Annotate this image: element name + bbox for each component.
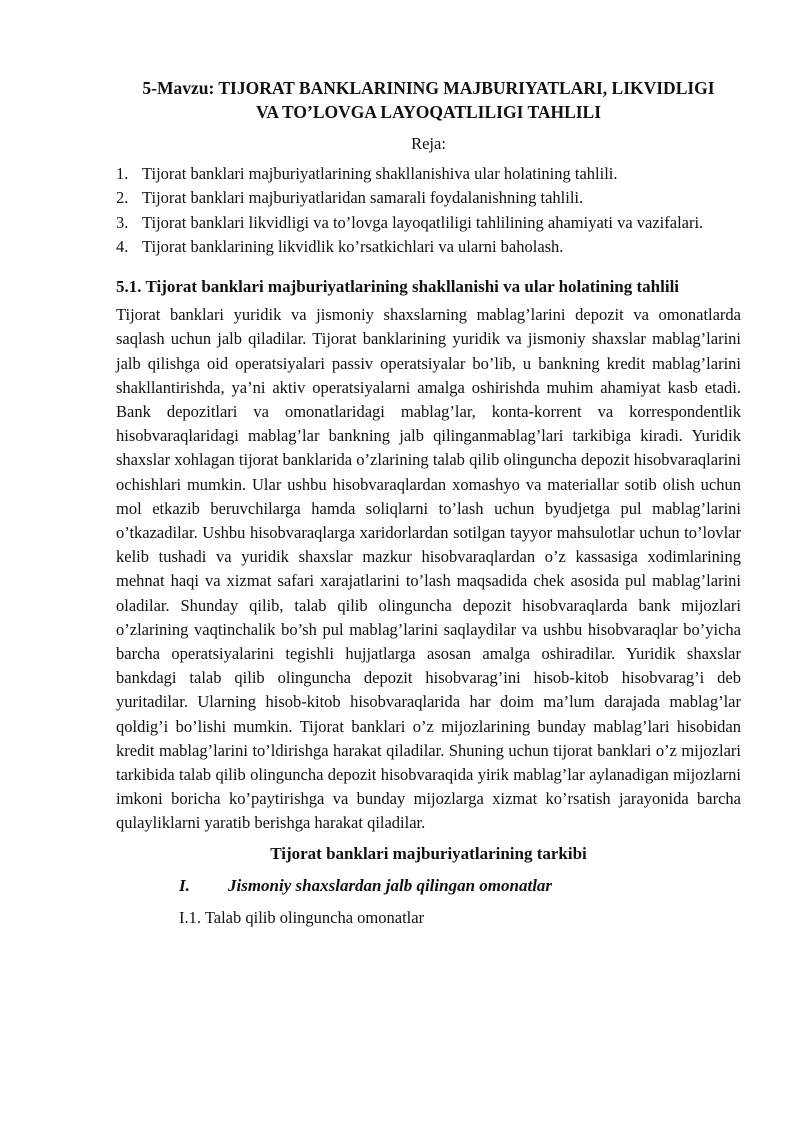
plan-item-text: Tijorat banklarining likvidlik ko’rsatkichlari va ularni baholash. (142, 236, 564, 256)
table-heading: Tijorat banklari majburiyatlarining tarkibi (270, 843, 587, 863)
part-heading (116, 874, 741, 898)
sub-item: I.1. Talab qilib olinguncha omonatlar (179, 908, 425, 928)
plan-item (116, 162, 741, 186)
body-paragraph: Tijorat banklari yuridik va jismoniy shaxslarning mablag’larini depozit va omonatlarda saqlash uchun jalb qiladilar. Tijorat banklarining yuridik va jismoniy shaxslar mablag’larini jalb qilishga oid operatsiyalari passiv operatsiyalar bo’lib, u bankning kredit mablag’larini shakllantirishda, ya’ni aktiv operatsiyalarni amalga oshirishda muhim ahamiyat kasb etadi. Bank depozitlari va omonatlaridagi mablag’lar, konta-korrent va korrespondentlik hisobvaraqlaridagi mablag’lar bankning jalb qilinganmablag’lari tarkibiga kiradi. Yuridik shaxslar xohlagan tijorat banklarida o’zlarining talab qilib olinguncha depozit hisobvaraqlarini ochishlari mumkin. Ular ushbu hisobvaraqlardan xomashyo va materiallar sotib olish uchun mol etkazib beruvchilarga hamda soliqlarni to’lash uchun byudjetga pul mablag’larini o’tkazadilar. Ushbu hisobvaraqlarga xaridorlardan sotilgan tayyor mahsulotlar uchun to’lovlar kelib tushadi va yuridik shaxslar mazkur hisobvaraqlardan o’z kassasiga xodimlarining mehnat haqi va xizmat safari xarajatlarini to’lash maqsadida chek asosida pul mablag’larini oladilar. Shunday qilib, talab qilib olinguncha depozit hisobvaraqlarda bank mijozlari o’zlarining vaqtinchalik bo’sh pul mablag’larini saqlaydilar va ushbu hisobvaraqlar bo’yicha barcha operatsiyalarini tegishli hujjatlarga asosan amalga oshiradilar. Yuridik shaxslar bankdagi talab qilib olinguncha depozit hisobvarag’ini hisob-kitob hisobvarag’i deb yuritadilar. Ularning hisob-kitob hisobvaraqlarida har doim ma’lum darajada mablag’lar qoldig’i bo’lishi mumkin. Tijorat banklari o’z mijozlarining bunday mablag’lari hisobidan kredit mablag’larini to’ldirishga harakat qiladilar. Shuning uchun tijorat banklari o’z mijozlari tarkibida talab qilib olinguncha depozit hisobvaraqida yirik mablag’lar aylanadigan mijozlarni imkoni boricha ko’paytirishga va bunday mijozlarga xizmat ko’rsatish jarayonida barcha qulayliklarni yaratib berishga harakat qiladilar. (116, 305, 741, 833)
plan-item-number: 3. (116, 212, 129, 232)
part-title: Jismoniy shaxslardan jalb qilingan omonatlar (228, 875, 553, 895)
title-line-1: 5-Mavzu: TIJORAT BANKLARINING MAJBURIYATLARI, LIKVIDLIGI (142, 78, 715, 98)
plan-item-number: 2. (116, 188, 129, 208)
plan-item (116, 211, 741, 235)
plan-list (116, 162, 741, 259)
plan-item-number: 4. (116, 236, 129, 256)
plan-item-text: Tijorat banklari majburiyatlarining shakllanishiva ular holatining tahlili. (142, 164, 618, 184)
plan-item-text: Tijorat banklari majburiyatlaridan samarali foydalanishning tahlili. (142, 188, 584, 208)
plan-label: Reja: (411, 134, 446, 153)
plan-item (116, 186, 741, 210)
title-line-2: VA TO’LOVGA LAYOQATLILIGI TAHLILI (255, 102, 602, 122)
plan-item (116, 235, 741, 259)
part-roman-numeral: I. (179, 875, 190, 895)
document-title (116, 76, 741, 124)
section-heading: 5.1. Tijorat banklari majburiyatlarining shakllanishi va ular holatining tahlili (116, 277, 680, 297)
document-page (116, 76, 741, 930)
plan-item-text: Tijorat banklari likvidligi va to’lovga layoqatliligi tahlilining ahamiyati va vazifalari. (142, 212, 704, 232)
plan-item-number: 1. (116, 164, 129, 184)
